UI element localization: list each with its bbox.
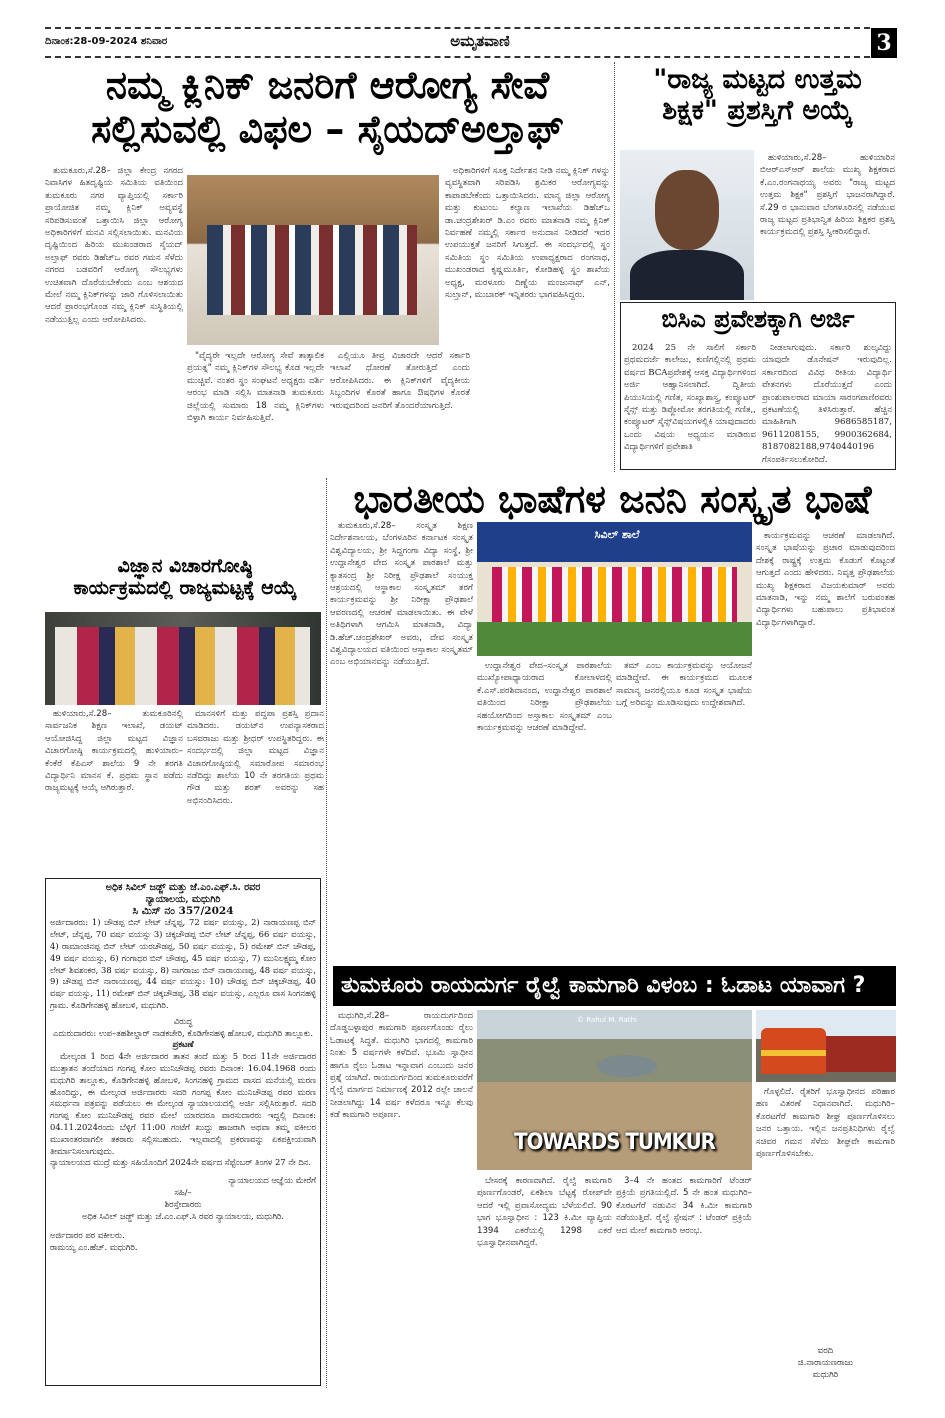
byline-author: ಜಿ.ನಾರಾಯಣರಾಜು [797, 1358, 854, 1368]
paragraph: ಉದ್ದಾನೇಶ್ವರ ವೇದ–ಸಂಸ್ಕೃತ ಪಾಠಶಾಲೆಯ ಮುಖ್ಯೋಪಾಧ್ಯಾಯರಾದ ಕೋಲಾಳದಲ್ಲಿ ಕೆ.ಎಸ್.ಪರಶಿವಾನಂದ, ಉದ್ದಾನೇಶ್ವರ ಪಾಠಶಾಲೆ ವತಿಯಿಂದ ನಿರೀಕ್ಷಾ ಪ್ರೌಢಶಾಲೆಯ ಸಹಯೋಗದಿಂದ ಅಸ್ತಾಕಾಲ ಸಂಸ್ಕೃತಮ್ ಎಂಬ ಕಾರ್ಯಕ್ರಮವನ್ನು ಆಚರಣೆ ಮಾಡಿದ್ದೇವೆ. [477, 661, 612, 734]
railway-headline: ತುಮಕೂರು ರಾಯದುರ್ಗ ರೈಲ್ವೆ ಕಾಮಗಾರಿ ವಿಳಂಬ : ಓಡಾಟ ಯಾವಾಗ ? [333, 966, 896, 1006]
paragraph: ನೀಡಲಾಗುವುದು. ಸರ್ಕಾರಿ ಶುಲ್ಕವಿದ್ದು ಯಾವುದೇ ಡೊನೇಷನ್ ಇರುವುದಿಲ್ಲ. ಸರ್ಕಾರದಿಂದ ವಿವಿಧ ರೀತಿಯ ವಿದ್ಯಾರ್ಥಿ ವೇತನಗಳು ದೊರೆಯುತ್ತದೆ ಎಂದು ಪ್ರಾಂಶುಪಾಲರಾದ ಮಾಯಾ ಸಾರಂಗಪಾಣಿರವರು ಪ್ರಕಟಣೆಯಲ್ಲಿ ತಿಳಿಸಿರುತ್ತಾರೆ. ಹೆಚ್ಚಿನ ಮಾಹಿತಿಗಾಗಿ 9686585187, 9611208155, 9900362684, 8187082188,9740440196 ಗೆಸಂಪರ್ಕಿಸಲುಕೋರಿದೆ. [762, 343, 892, 465]
notice-date: ನ್ಯಾಯಾಲಯದ ಮುದ್ರೆ ಮತ್ತು ಸಹಿಯೊಂದಿಗೆ 2024ನೇ ವರ್ಷದ ಸೆಪ್ಟೆಂಬರ್ ತಿಂಗಳ 27 ನೇ ದಿನ. [50, 1157, 312, 1168]
science-award-photo [45, 612, 321, 705]
headline-line: ವಿಜ್ಞಾನ ವಿಚಾರಗೋಷ್ಠಿ [117, 555, 253, 577]
proclamation-title: ಪ್ರಕಟಣೆ [172, 1039, 194, 1050]
byline-label: ವರದಿ [817, 1346, 834, 1356]
paragraph: ಹುಳಿಯಾರು,ಸೆ.28– ತುಮಕೂರಿನಲ್ಲಿ ಸಾರ್ವಜನಿಕ ಶಿಕ್ಷಣ ಇಲಾಖೆ, ಡಯಟ್ ಆಯೋಜಿಸಿದ್ದ ಜಿಲ್ಲಾ ಮಟ್ಟದ ವಿಜ್ಞಾನ ವಿಚಾರಗೋಷ್ಠಿ ಕಾರ್ಯಕ್ರಮದಲ್ಲಿ ಹುಳಿಯಾರು–ಕೆಂಕೆರೆ ಕೆಪಿಎಸ್ ಶಾಲೆಯ 9 ನೇ ತರಗತಿ ವಿದ್ಯಾರ್ಥಿನಿ ಮಾನಸ ಕೆ. ಪ್ರಥಮ ಸ್ಥಾನ ಪಡೆದು ರಾಜ್ಯಮಟ್ಟಕ್ಕೆ ಆಯ್ಕೆ ಆಗಿರುತ್ತಾರೆ. [45, 709, 183, 794]
bca-headline: ಬಿಸಿಎ ಪ್ರವೇಶಕ್ಕಾಗಿ ಅರ್ಜಿ [661, 305, 855, 333]
headline-line: "ರಾಜ್ಯ ಮಟ್ಟದ ಉತ್ತಮ [653, 64, 862, 95]
teacher-headline [620, 64, 895, 126]
signature: ಶಿರಸ್ತೇದಾರರು [164, 1198, 202, 1209]
paragraph: 3–4 ನೇ ಹಂತದ ಕಾಮಗಾರಿಗೆ ಟೆಂಡರ್ ಪ್ರಕ್ರಿಯೆ ಪ್ರಗತಿಯಲ್ಲಿದೆ. 5 ನೇ ಹಂತ ಮಧುಗಿರಿ–ಕೊರಟಗೆರೆ ನಡುವಿನ 34 ಕಿ.ಮೀ ಕಾಮಗಾರಿ ನಡೆಯುತ್ತಿದೆ. ರೈಲ್ವೆ ಸ್ಟೇಷನ್ : ಟೆಂಡರ್ ಪ್ರಕ್ರಿಯೆ ಆದ ಮೇಲೆ ಕಾಮಗಾರಿ ಆರಂಭ. [616, 1176, 752, 1236]
column-rule [326, 478, 327, 1388]
page-number: 3 [871, 28, 897, 58]
advocate: ಅರ್ಜಿದಾರರ ಪರ ವಕೀಲರು. ರಾಮಯ್ಯ ಎಂ.ಹೆಚ್. ಮಧುಗಿರಿ. [50, 1230, 138, 1253]
notice-body: ಮೇಲ್ಕಂಡ 1 ರಿಂದ 4ನೇ ಅರ್ಜಿದಾರರ ತಾತನ ತಂದೆ ಮತ್ತು 5 ರಿಂದ 11ನೇ ಅರ್ಜಿದಾರರ ಮುತ್ತಾತನ ತಂದೆಯಾದ ಗಂಗಪ್ಪ ಕೋಂ ಮುನಿಚೌಡಪ್ಪ ರವರು ದಿನಾಂಕ: 16.04.1968 ರಂದು ಮಧುಗಿರಿ ತಾಲ್ಲೂಕು, ಕೊಡಿಗೇನಹಳ್ಳಿ ಹೋಬಳಿ, ಸಿಂಗನಹಳ್ಳಿ ಗ್ರಾಮದ ವಾಸದ ಮನೆಯಲ್ಲಿ ಮರಣ ಹೊಂದಿದ್ದು, ಈ ಮೇಲ್ಕಂಡ ಅರ್ಜಿದಾರರು ಸದರಿ ಗಂಗಪ್ಪ ಕೋಂ ಮುನಿಚೌಡಪ್ಪ ರವರ ಮರಣ ಸಮರ್ಥನಾ ಪತ್ರವನ್ನು ಪಡೆಯಲು ಈ ಮೇಲ್ಕಂಡ ನ್ಯಾಯಾಲಯದಲ್ಲಿ ಅರ್ಜಿ ಸಲ್ಲಿಸಿರುತ್ತಾರೆ. ಸದರಿ ಗಂಗಪ್ಪ ಕೋಂ ಮುನಿಚೌಡಪ್ಪ ರವರ ಮೇಲೆ ಯಾರದರೂ ವಾರಸುದಾರರು ಇದ್ದಲ್ಲಿ ದಿನಾಂಕ: 04.11.2024ರಂದು ಬೆಳ್ಳಿಗೆ 11:00 ಗಂಟೆಗೆ ಖುದ್ದು ಹಾಜರಾಗಿ ಅಥವಾ ತಮ್ಮ ವಕೀಲರ ಮುಖಾಂತರವಾಗಲೀ ತಕರಾರು ಸಲ್ಲಿಸಬಹುದು. ಇಲ್ಲವಾದಲ್ಲಿ ಪ್ರಕರಣವನ್ನು ಏಕಪಕ್ಷೀಯವಾಗಿ ತೀರ್ಮಾನಿಸಲಾಗುವುದು. [50, 1051, 316, 1156]
divider [45, 27, 870, 29]
article-column [187, 708, 324, 873]
paragraph: ಮಾನಸಳಿಗೆ ಮತ್ತು ಪದ್ಧಪಾ ಪ್ರಶಸ್ತಿ ಪ್ರದಾನ ಮಾಡಿದರು. ಡಯಟ್‌ನ ಉಪನ್ಯಾಸಕರಾದ ಬಸವರಾಜು ಮತ್ತು ಶ್ರೀಧರ್ ಉಪಸ್ಥಿತರಿದ್ದರು. ಈ ಸಂದರ್ಭದಲ್ಲಿ ಜಿಲ್ಲಾ ಮಟ್ಟದ ವಿಜ್ಞಾನ ವಿಚಾರಗೋಷ್ಠಿಯಲ್ಲಿ ಸಮಾರೋಪ ಸಮಾರಂಭ ನಡೆದಿದ್ದು ಶಾಲೆಯ 10 ನೇ ತರಗತಿಯ ಪ್ರಥಮ ಗೌಡ ಮತ್ತು ಶರತ್ ಅವರನ್ನು ಸಹ ಅಭಿನಂದಿಸಿದರು. [187, 709, 324, 806]
science-headline [45, 556, 325, 600]
paragraph: "ವೈದ್ಯರೇ ಇಲ್ಲದೇ ಆರೋಗ್ಯ ಸೇವೆ ತಾತ್ಕಾಲಿಕ ಪ್ರಯತ್ನ" ನಮ್ಮ ಕ್ಲಿನಿಕ್‌ಗಳ ಸೌಲಭ್ಯ ಕೊಡ ಇಲ್ಲದೇ ಮುಚ್ಚಿವೆ. ನಂತರ ಸ್ಥಂ ಸಂಘಟನೆ ಅಧ್ಯಕ್ಷರು ದರ್ಶಿ ಆರಂಭ ಮಾಡಿ ಸಲ್ಲಿಸಿ ಮಾತನಾಡಿ ತುಮಕೂರು ಜಿಲ್ಲೆಯಲ್ಲಿ ಸುಮಾರು 18 ನಮ್ಮ ಕ್ಲಿನಿಕ್‌ಗಳು ಬಿಳ್ಳಾಗಿ ಕಾರ್ಯ ನಿರ್ವಹಿಸುತ್ತಿವೆ. [187, 351, 324, 424]
article-column [616, 660, 752, 960]
article-column [187, 350, 324, 545]
headline-line: ಸಲ್ಲಿಸುವಲ್ಲಿ ವಿಫಲ – ಸೈಯದ್‌ಅಲ್ತಾಫ್ [91, 106, 564, 151]
paragraph: ಹುಳಿಯಾರು,ಸೆ.28– ಹುಳಿಯಾರಿನ ಬಿಆರ್‌ಎಸ್‌ಆರ್ ಶಾಲೆಯ ಮುಖ್ಯ ಶಿಕ್ಷಕರಾದ ಕೆ.ಎಂ.ರಂಗನಾಥಯ್ಯ ಅವರು "ರಾಜ್ಯ ಮಟ್ಟದ ಉತ್ತಮ ಶಿಕ್ಷಕ" ಪ್ರಶಸ್ತಿಗೆ ಭಾಜನರಾಗಿದ್ದಾರೆ. ಸೆ.29 ರ ಭಾನುವಾರ ಬೆಂಗಳೂರಿನಲ್ಲಿ ನಡೆಯುವ ರಾಜ್ಯ ಮಟ್ಟದ ಪ್ರತಿಭಾನ್ವಿತ ಹಿರಿಯ ಶಿಕ್ಷಕರ ಪ್ರಶಸ್ತಿ ಕಾರ್ಯಕ್ರಮದಲ್ಲಿ ಪ್ರಶಸ್ತಿ ಸ್ವೀಕರಿಸಲಿದ್ದಾರೆ. [760, 153, 895, 238]
clinic-headline [45, 64, 610, 151]
article-column [624, 342, 756, 467]
paragraph: ತುಮಕೂರು,ಸೆ.28– ಸಂಸ್ಕೃತ ಶಿಕ್ಷಣ ನಿರ್ದೇಶನಾಲಯ, ಬೆಂಗಳೂರಿನ ಕರ್ನಾಟಕ ಸಂಸ್ಕೃತ ವಿಶ್ವವಿದ್ಯಾಲಯ, ಶ್ರೀ ಸಿದ್ಧಗಂಗಾ ವಿದ್ಯಾ ಸಂಸ್ಥೆ, ಶ್ರೀ ಉದ್ದಾನೇಶ್ವರ ವೇದ ಸಂಸ್ಕೃತ ಪಾಠಶಾಲೆ ಮತ್ತು ಕ್ಯಾತಸಂದ್ರ ಶ್ರೀ ನಿರೀಕ್ಷ ಪ್ರೌಢಶಾಲೆ ಸಂಯುಕ್ತ ಆಶ್ರಯದಲ್ಲಿ ಆಸ್ಥಾಕಾಲ ಸಂಸ್ಕೃತಮ್ ತರಗೆ ಕಾರ್ಯಕ್ರಮವನ್ನು ಶ್ರೀ ನಿರೀಕ್ಷಾ ಪ್ರೌಢಶಾಲೆ ಆವರಣದಲ್ಲಿ ಆಚರಣೆ ಮಾಡಲಾಯಿತು. ಈ ವೇಳೆ ಅತಿಥಿಗಳಾಗಿ ಆಗಮಿಸಿ ಮಾತನಾಡಿ, ವಿದ್ಯಾ ಡಿ.ಹೆಚ್.ಚಂದ್ರಶೇಖರ್ ಅವರು, ದೇವ ಸಂಸ್ಕೃತ ವಿಶ್ವವಿದ್ಯಾಲಯದ ವತಿಯಿಂದ ಆಸ್ತಾಕಾಲ ಸಂಸ್ಕೃತಮ್ ಎಂಬ ಅಭಿಯಾನವನ್ನು ನಡೆಯುತ್ತಿದೆ. [330, 521, 473, 668]
divider [45, 56, 870, 58]
paragraph: 2024 25 ನೇ ಸಾಲಿಗೆ ಸರ್ಕಾರಿ ಪ್ರಥಮದರ್ಜೆ ಕಾಲೇಜು, ಕುಣಿಗಲ್ಲಿನಲ್ಲಿ ಪ್ರಥಮ ವರ್ಷದ BCAಪ್ರವೇಶಕ್ಕೆ ಆಸಕ್ತ ವಿದ್ಯಾರ್ಥಿಗಳಿಂದ ಅರ್ಜಿ ಆಹ್ವಾನಿಸಲಾಗಿದೆ. ದ್ವಿತೀಯ ಪಿಯುಸಿಯಲ್ಲಿ ಗಣಿತ, ಸಂಖ್ಯಾಶಾಸ್ತ್ರ, ಕಂಪ್ಯೂಟರ್ ಸೈನ್ಸ್ ಮತ್ತು ಡಿಪ್ಲೋಮೋ ತರಗತಿಯಲ್ಲಿ ಗಣಿತ,, ಕಂಪ್ಯೂಟರ್ ಸೈನ್ಸ್‌ವಿಷಯಗಳಲ್ಲಿಕಿ ಯಾವುದಾದರು ಒಂದು ವಿಷಯ ಅಧ್ಯಯನ ಮಾಡಿರುವ ವಿದ್ಯಾರ್ಥಿಗಳಿಗೆ ಪ್ರವೇಶಾತಿ [624, 343, 756, 453]
clinic-photo [187, 175, 439, 345]
case-number: ಸಿ ಮಿಸ್ ನಂ 357/2024 [132, 904, 234, 917]
signature: ಸಹಿ/– [174, 1186, 192, 1197]
sanskrit-event-photo [477, 522, 752, 656]
paragraph: ಬೇಸರಕ್ಕೆ ಕಾರಣವಾಗಿದೆ. ರೈಲ್ವೆ ಕಾಮಗಾರಿ ಪೂರ್ಣಗೊಂಡರೆ, ಏಕಶಿಲಾ ಬೆಟ್ಟಕ್ಕೆ ರೋಪ್‌ವೇ ಆದರೆ ಇಲ್ಲಿ ಪ್ರವಾಸೋದ್ಯಮ ಬೆಳೆಯಲಿದೆ. 90 ಭಾಗ ಭೂಸ್ವಾಧೀನ : 123 ಕಿ.ಮೀ ವ್ಯಾಪ್ತಿಯ 1394 ಎಕರೆಯಲ್ಲಿ 1298 ಎಕರೆ ಭೂಸ್ವಾಧೀನವಾಗಿದ್ದರೆ. [477, 1176, 612, 1249]
headline-line: ಕಾರ್ಯಕ್ರಮದಲ್ಲಿ ರಾಜ್ಯಮಟ್ಟಕ್ಕೆ ಆಯ್ಕೆ [73, 576, 297, 599]
train-photo [756, 1010, 896, 1082]
article-column [45, 165, 183, 545]
paragraph: ಗೊಳ್ಳಲಿದೆ. ರೈತರಿಗೆ ಭೂಸ್ವಾಧೀನದ ಪರಿಹಾರ ಹಣ ವಿತರಣೆ ನಿಧಾನವಾಗಿದೆ. ಮಧುಗಿರಿ–ಕೊರಟಗೆರೆ ಕಾಮಗಾರಿ ಶೀಘ್ರ ಪೂರ್ಣಗೊಳಿಸಲು ಜನರ ಒತ್ತಾಯ. ಇಲ್ಲಿನ ಜನಪ್ರತಿನಿಧಿಗಳು ರೈಲ್ವೆ ಸಚಿವರ ಗಮನ ಸೆಳೆದು ಶೀಘ್ರವೇ ಕಾಮಗಾರಿ ಪೂರ್ಣಗೊಳಿಸಬೇಕು. [756, 1087, 895, 1160]
photo-banner: ಸಿವಿಲ್ ಶಾಲೆ [594, 528, 640, 541]
article-column [330, 1010, 473, 1385]
headline-line: ನಮ್ಮ ಕ್ಲಿನಿಕ್ ಜನರಿಗೆ ಆರೋಗ್ಯ ಸೇವೆ [105, 63, 550, 107]
teacher-portrait [620, 150, 754, 300]
paragraph: ಅಧಿಕಾರಿಗಳಿಗೆ ಸೂಕ್ತ ನಿರ್ದೇಶನ ನೀಡಿ ನಮ್ಮ ಕ್ಲಿನಿಕ್ ಗಳನ್ನು ವ್ಯವಸ್ಥಿತವಾಗಿ ಸರಿಪಡಿಸಿ ಶ್ರಮಿಕರ ಆರೋಗ್ಯವನ್ನು ಕಾಪಾಡಬೇಕೆಂದು ಒತ್ತಾಯಿಸಿದರು. ಮಾನ್ಯ ಜಿಲ್ಲಾ ಆರೋಗ್ಯ ಮತ್ತು ಕುಟುಂಬ ಕಲ್ಯಾಣ ಇಲಾಖೆಯ ಡಿಹೆಚ್‌ಒ ಡಾ.ಚಂದ್ರಶೇಖರ್ ಡಿ.ಎಂ ರವರು ಮಾತನಾಡಿ ನಮ್ಮ ಕ್ಲಿನಿಕ್ ನಿರ್ವಹಣೆ ನಮ್ಮಲ್ಲಿ ಸರ್ಕಾರ ಅನುದಾನ ನೀಡಿದರೆ ಇದರ ಉಪಯುಕ್ತತೆ ಜನರಿಗೆ ಸಿಗುತ್ತದೆ. ಈ ಸಂದರ್ಭದಲ್ಲಿ ಸ್ಥಂ ಸಮಿತಿಯ ಸ್ಥಂ ಸಮಿತಿಯ ಉಪಾಧ್ಯಕ್ಷರಾದ ರಂಗನಾಥ, ಮುಖಂಡರಾದ ಕೃಷ್ಣಮೂರ್ತಿ, ಕೋಡಿಹಳ್ಳಿ ಸ್ಥಂ ಶಾಖೆಯ ಅಧ್ಯಕ್ಷ, ಮರಳೂರು ದಿಣ್ಣೆಯ ಮಂಜುನಾಥ್ ಎನ್, ಸುಲ್ತಾನ್, ಮುಬಾರಕ್ ಇನ್ನಿತರರು ಭಾಗವಹಿಸಿದ್ದರು. [445, 166, 610, 301]
notice-heading: ಅಧಿಕ ಸಿವಿಲ್ ಜಡ್ಜ್ ಮತ್ತು ಜೆ.ಎಂ.ಎಫ್.ಸಿ. ರವರ [105, 882, 261, 893]
article-column [760, 152, 895, 297]
signature: ನ್ಯಾಯಾಲಯದ ಆಜ್ಞೆಯ ಮೇರೆಗೆ [228, 1175, 316, 1186]
sanskrit-headline: ಭಾರತೀಯ ಭಾಷೆಗಳ ಜನನಿ ಸಂಸ್ಕೃತ ಭಾಷೆ [353, 477, 872, 521]
versus: ವಿರುದ್ಧ [173, 1015, 193, 1026]
newspaper-name: ಅಮೃತವಾಣಿ [450, 32, 510, 50]
paragraph: ತುಮಕೂರು,ಸೆ.28– ಜಿಲ್ಲಾ ಕೇಂದ್ರ ನಗರದ ನಿವಾಸಿಗಳ ಹಿತದೃಷ್ಟಿಯ ಸಮಿತಿಯ ವತಿಯಿಂದ ತುಮಕೂರು ನಗರ ವ್ಯಾಪ್ತಿಯಲ್ಲಿ ಸರ್ಕಾರಿ ಪ್ರಾಯೋಜಿತ ನಮ್ಮ ಕ್ಲಿನಿಕ್ ಅವ್ಯವಸ್ಥೆ ಸರಿಪಡಿಸುವಂತೆ ಒತ್ತಾಯಿಸಿ ಜಿಲ್ಲಾ ಆರೋಗ್ಯ ಅಧಿಕಾರಿಗಳಿಗೆ ಮನವಿ ಸಲ್ಲಿಸಲಾಯಿತು. ಮನವಿಯ ದೃಷ್ಟಿಯಿಂದ ಹಿರಿಯ ಮುಖಂಡರಾದ ಸೈಯದ್ ಅಲ್ತಾಫ್ ರವರು ಡಿಹೆಚ್‌ಒ ರವರ ಗಮನ ಸೆಳೆದು ನಗರದ ಬಡವರಿಗೆ ಆರೋಗ್ಯ ಸೌಲಭ್ಯಗಳು ಉಚಿತವಾಗಿ ದೊರೆಯಬೇಕೆಂದು ಎಂಬ ಆಶಯದ ಮೇಲೆ ನಮ್ಮ ಕ್ಲಿನಿಕ್‌ಗಳನ್ನು ಜಾರಿ ಗೊಳಿಸಲಾಯಿತು ಆದರೆ ಪ್ರಾರಂಭಗೊಂಡ ನಮ್ಮ ಕ್ಲಿನಿಕ್ ಸುಸ್ಥಿತಿಯಲ್ಲಿ ನಡೆಯುತ್ತಿಲ್ಲ ಎಂದು ಆರೋಪಿಸಿದರು. [45, 166, 183, 325]
byline [756, 1345, 895, 1381]
signature: ಅಧಿಕ ಸಿವಿಲ್ ಜಡ್ಜ್ ಮತ್ತು ಜೆ.ಎಂ.ಎಫ್.ಸಿ ರವರ ನ್ಯಾಯಾಲಯ, ಮಧುಗಿರಿ. [82, 1210, 284, 1221]
article-column [762, 342, 892, 467]
article-column [330, 520, 473, 960]
notice-heading: ನ್ಯಾಯಾಲಯ, ಮಧುಗಿರಿ [145, 893, 221, 905]
paragraph: ಕಾರ್ಯಕ್ರಮವನ್ನು ಆಚರಣೆ ಮಾಡಲಾಗಿದೆ. ಸಂಸ್ಕೃತ ಭಾಷೆಯನ್ನು ಪ್ರಚಾರ ಮಾಡುವುದರಿಂದ ದೇಶಕ್ಕೆ ರಾಷ್ಟ್ರಕ್ಕೆ ಉತ್ತಮ ಕೊಡುಗೆ ಕೊಟ್ಟಂತೆ ಆಗುತ್ತದೆ ಎಂದು ಹೇಳಿದರು. ನಿವೃತ್ತ ಪ್ರೌಢಶಾಲೆಯ ಮುಖ್ಯ ಶಿಕ್ಷಕರಾದ ವಿಜಯಕುಮಾರ್ ಅವರು ಮಾತನಾಡಿ, ಇನ್ನು ನಮ್ಮ ಶಾಲೆಗೆ ಬರುವಂತಹ ವಿದ್ಯಾರ್ಥಿಗಳು ಬಹುಪಾಲು ಪ್ರತಿಭಾವಂತ ವಿದ್ಯಾರ್ಥಿಗಳಾಗಿದ್ದಾರೆ. [756, 531, 895, 628]
paragraph: ಎಲ್ಲಿಯೂ ತೀವ್ರ ವಿಚಾರದೇ ಆದರೆ ಸರ್ಕಾರಿ ಇಲಾಖೆ ಧೋರಣೆ ತೋರುತ್ತಿದೆ ಎಂದು ಆರೋಪಿಸಿದರು. ಈ ಕ್ಲಿನಿಕ್‌ಗಳಿಗೆ ವೈದ್ಯಕೀಯ ಸಿಬ್ಬಂದಿಗಳ ಕೊರತೆ ಹಾಗೂ ಔಷಧಿಗಳ ಕೊರತೆ ಇರುವುದರಿಂದ ಜನರಿಗೆ ತೊಂದರೆಯಾಗುತ್ತಿದೆ. [330, 351, 470, 411]
photo-credit: © Rahul M. Rathi [577, 1016, 637, 1024]
issue-date: ದಿನಾಂಕ:28-09-2024 ಶನಿವಾರ [45, 36, 168, 47]
respondents: ಎದುರುದಾರರು: ಉಪ–ತಹಶೀಲ್ದಾರ್ ನಾಡಕಚೇರಿ, ಕೊಡಿಗೇನಹಳ್ಳಿ ಹೋಬಳಿ, ಮಧುಗಿರಿ ತಾಲ್ಲೂಕು. [53, 1027, 313, 1038]
paragraph: ಮಧುಗಿರಿ,ಸೆ.28– ರಾಯದುರ್ಗದಿಂದ ದೊಡ್ಡಬಳ್ಳಾಪುರ ಕಾಮಗಾರಿ ಪೂರ್ಣಗೊಂಡು ರೈಲು ಓಡಾಟಕ್ಕೆ ಸಿದ್ಧತೆ. ಮಧುಗಿರಿ ಭಾಗದಲ್ಲಿ ಕಾಮಗಾರಿ ನಿಂತು 5 ವರ್ಷಗಳೇ ಕಳೆದಿವೆ. ಭೂಮಿ ಸ್ವಾಧೀನ ಹಾಗೂ ರೈಲು ಓಡಾಟ ಇನ್ನಾವಾಗ ಎಂಬುದು ಜನರ ಪ್ರಶ್ನೆ ಯಾಗಿದೆ. ರಾಯದುರ್ಗದಿಂದ ತುಮಕೂರುವರೆಗೆ ರೈಲ್ವೆ ಮಾರ್ಗದ ನಿರ್ಮಾಣಕ್ಕೆ 2012 ರಲ್ಲೇ ಚಾಲನೆ ನೀಡಲಾಗಿದ್ದು 14 ವರ್ಷ ಕಳೆದರೂ ಇನ್ನೂ ಕೆಲವು ಕಡೆ ಕಾಮಗಾರಿ ಅಪೂರ್ಣ. [330, 1011, 473, 1121]
article-column [756, 1086, 895, 1341]
petitioners: ಅರ್ಜಿದಾರರು: 1) ಚೌಡಪ್ಪ ಬಿನ್ ಲೇಟ್ ಚೆನ್ನಪ್ಪ, 72 ವರ್ಷ ವಯಸ್ಸು, 2) ನಾರಾಯಣಪ್ಪ ಬಿನ್ ಲೇಟ್, ಚೆನ್ನಪ್ಪ, 70 ವರ್ಷ ವಯಸ್ಸು 3) ಚಿಕ್ಕಚೌಡಪ್ಪ ಬಿನ್ ಲೇಟ್ ಚೆನ್ನಪ್ಪ, 66 ವರ್ಷ ವಯಸ್ಸು, 4) ರಾಮಾಂಜಿನಪ್ಪ ಬಿನ್ ಲೇಟ್ ಯರಚೌಡಪ್ಪ, 50 ವರ್ಷ ವಯಸ್ಸು, 5) ರಮೇಶ್ ಬಿನ್ ಚೌಡಪ್ಪ, 49 ವರ್ಷ ವಯಸ್ಸು, 6) ಗಂಗಾಧರ ಬಿನ್ ಚೌಡಪ್ಪ, 45 ವರ್ಷ ವಯಸ್ಸು, 7) ಮುನಿಲಕ್ಷ್ಮಮ್ಮ ಕೋಂ ಲೇಟ್ ಶಿವಶಂಕರ, 38 ವರ್ಷ ವಯಸ್ಸು, 8) ನಾಗರಾಜು ಬಿನ್ ನಾರಾಯಣಪ್ಪ, 48 ವರ್ಷ ವಯಸ್ಸು, 9) ಚೌಡಪ್ಪ ಬಿನ್ ನಾರಾಯಣಪ್ಪ, 44 ವರ್ಷ ವಯಸ್ಸು: 10) ಚೌಡಪ್ಪ ಬಿನ್ ಚಿಕ್ಕಚೌಡಪ್ಪ, 40 ವರ್ಷ ವಯಸ್ಸು, 11) ರಮೇಶ್ ಬಿನ್ ಚಿಕ್ಕಚೌಡಪ್ಪ, 38 ವರ್ಷ ವಯಸ್ಸು, ಎಲ್ಲರೂ ವಾಸ ಸಿಂಗನಹಳ್ಳಿ ಗ್ರಾಮ. ಕೊಡಿಗೇನಹಳ್ಳಿ ಹೋಬಳಿ, ಮಧುಗಿರಿ. [50, 917, 316, 1010]
headline-line: ಶಿಕ್ಷಕ" ಪ್ರಶಸ್ತಿಗೆ ಅಯ್ಕೆ [662, 95, 853, 127]
railway-site-photo [477, 1010, 752, 1170]
photo-caption: TOWARDS TUMKUR [514, 1130, 715, 1155]
article-column [477, 660, 612, 960]
court-notice [50, 882, 316, 1382]
article-column [45, 708, 183, 873]
article-column [477, 1175, 612, 1385]
article-column [756, 530, 895, 960]
column-rule [614, 62, 615, 472]
article-column [616, 1175, 752, 1385]
paragraph: ತಮ್ ಎಂಬ ಕಾರ್ಯಕ್ರಮವನ್ನು ಆಯೋಜನೆ ಮಾಡಿದ್ದೇವೆ. ಈ ಕಾರ್ಯಕ್ರಮದ ಮೂಲಕ ಸಾಮಾನ್ಯ ಜನರಲ್ಲಿಯೂ ಕೂಡ ಸಂಸ್ಕೃತ ಭಾಷೆಯ ಬಗ್ಗೆ ಅರಿವನ್ನು ಮೂಡಿಸುವುದು ಉದ್ದೇಶವಾಗಿದೆ. [616, 661, 752, 709]
article-column [445, 165, 610, 465]
byline-place: ಮಧುಗಿರಿ [812, 1370, 839, 1380]
